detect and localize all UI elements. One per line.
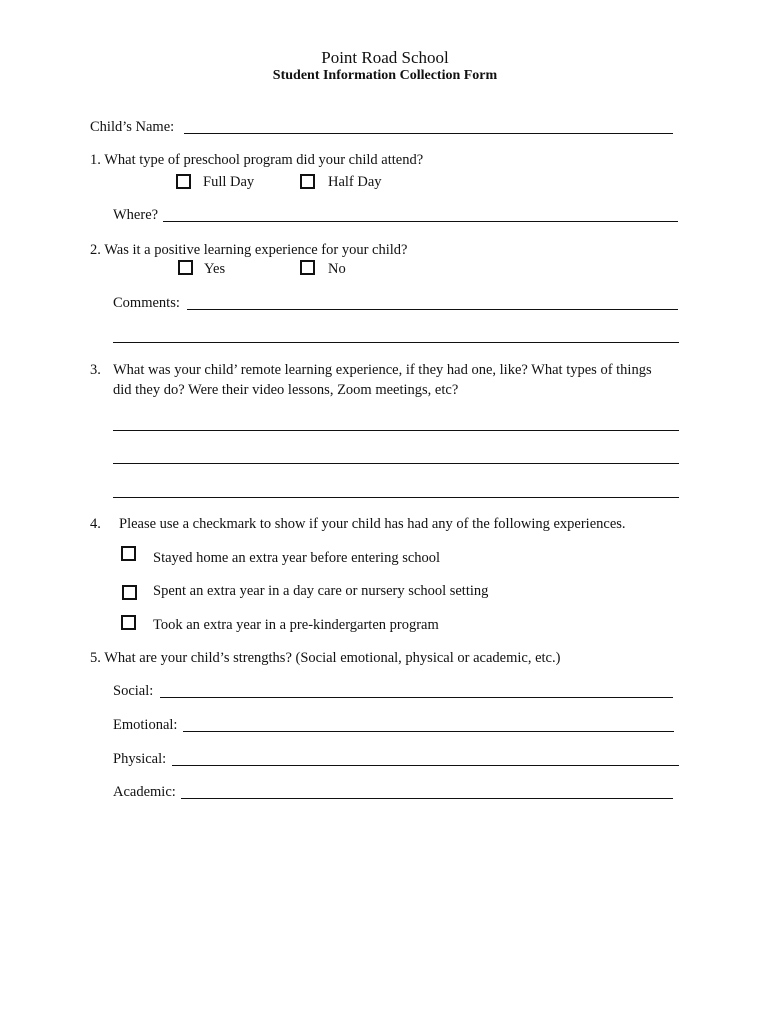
q3-number: 3. — [90, 362, 101, 378]
q4-text: Please use a checkmark to show if your child has had any of the following experiences. — [119, 516, 626, 532]
q4-number: 4. — [90, 516, 101, 532]
where-label: Where? — [113, 207, 159, 223]
social-field[interactable] — [160, 697, 673, 698]
stayed-home-label: Stayed home an extra year before entering school — [153, 550, 441, 566]
school-name: Point Road School — [321, 48, 449, 67]
yes-label: Yes — [204, 261, 226, 277]
q2-text: 2. Was it a positive learning experience for your child? — [90, 242, 408, 258]
q5-text: 5. What are your child’s strengths? (Social emotional, physical or academic, etc.) — [90, 650, 561, 666]
q3-text-line-2: did they do? Were their video lessons, Zoom meetings, etc? — [113, 382, 459, 398]
no-label: No — [328, 261, 346, 277]
half-day-label: Half Day — [328, 174, 382, 190]
child-name-field[interactable] — [184, 133, 673, 134]
full-day-checkbox[interactable] — [176, 174, 191, 189]
extra-daycare-checkbox[interactable] — [122, 585, 137, 600]
comments-field-line-2[interactable] — [113, 342, 679, 343]
stayed-home-checkbox[interactable] — [121, 546, 136, 561]
no-checkbox[interactable] — [300, 260, 315, 275]
academic-label: Academic: — [113, 784, 176, 800]
social-label: Social: — [113, 683, 154, 699]
half-day-checkbox[interactable] — [300, 174, 315, 189]
full-day-label: Full Day — [203, 174, 255, 190]
child-name-label: Child’s Name: — [90, 119, 175, 135]
q3-answer-line-3[interactable] — [113, 497, 679, 498]
q1-text: 1. What type of preschool program did your child attend? — [90, 152, 424, 168]
extra-daycare-label: Spent an extra year in a day care or nursery school setting — [153, 583, 489, 599]
form-title: Student Information Collection Form — [272, 68, 498, 83]
yes-checkbox[interactable] — [178, 260, 193, 275]
pre-k-checkbox[interactable] — [121, 615, 136, 630]
emotional-field[interactable] — [183, 731, 674, 732]
pre-k-label: Took an extra year in a pre-kindergarten program — [153, 617, 439, 633]
physical-label: Physical: — [113, 751, 167, 767]
physical-field[interactable] — [172, 765, 679, 766]
academic-field[interactable] — [181, 798, 673, 799]
where-field[interactable] — [163, 221, 678, 222]
q3-answer-line-1[interactable] — [113, 430, 679, 431]
q3-answer-line-2[interactable] — [113, 463, 679, 464]
comments-label: Comments: — [113, 295, 180, 311]
q3-text-line-1: What was your child’ remote learning experience, if they had one, like? What types of things — [113, 362, 652, 378]
emotional-label: Emotional: — [113, 717, 178, 733]
comments-field-line-1[interactable] — [187, 309, 678, 310]
